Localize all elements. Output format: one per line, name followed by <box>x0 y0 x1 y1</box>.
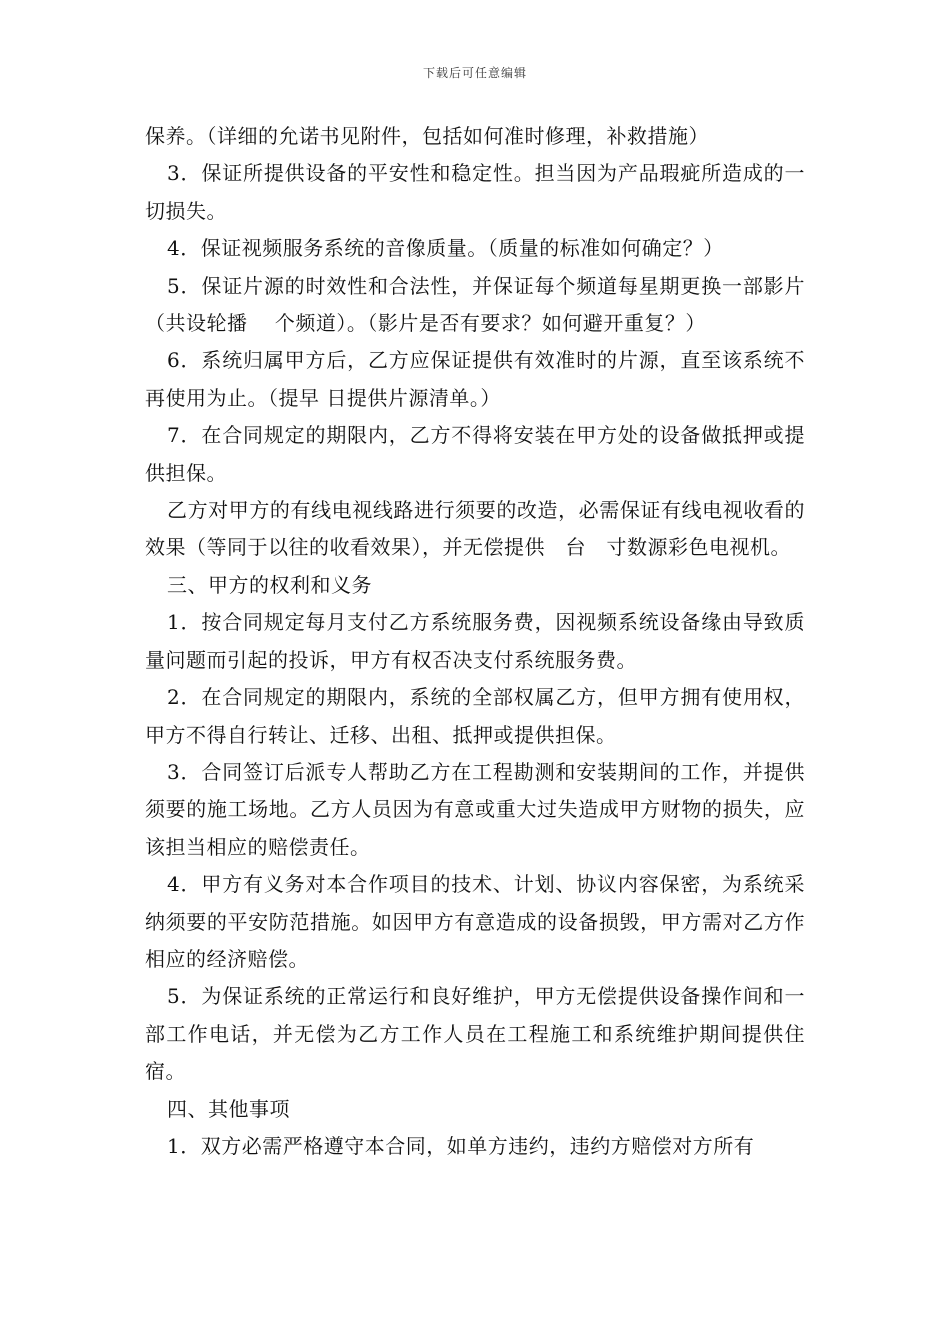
paragraph: 2．在合同规定的期限内，系统的全部权属乙方，但甲方拥有使用权，甲方不得自行转让、迁移、出租、抵押或提供担保。 <box>145 685 805 747</box>
paragraph: 1．双方必需严格遵守本合同，如单方违约，违约方赔偿对方所有 <box>167 1133 755 1158</box>
page-header: 下载后可任意编辑 <box>422 66 527 80</box>
paragraph: 保养。（详细的允诺书见附件，包括如何准时修理，补救措施） <box>145 124 709 148</box>
paragraph: 4．甲方有义务对本合作项目的技术、计划、协议内容保密，为系统采纳须要的平安防范措施。如因甲方有意造成的设备损毁，甲方需对乙方作相应的经济赔偿。 <box>145 872 805 971</box>
paragraph: 4．保证视频服务系统的音像质量。（质量的标准如何确定？） <box>167 236 724 261</box>
paragraph: 乙方对甲方的有线电视线路进行须要的改造，必需保证有线电视收看的效果（等同于以往的收看效果），并无偿提供 台 寸数源彩色电视机。 <box>145 498 805 560</box>
paragraph: 3．保证所提供设备的平安性和稳定性。担当因为产品瑕疵所造成的一切损失。 <box>145 161 805 223</box>
paragraph: 1．按合同规定每月支付乙方系统服务费，因视频系统设备缘由导致质量问题而引起的投诉，甲方有权否决支付系统服务费。 <box>145 610 805 672</box>
section-heading: 三、甲方的权利和义务 <box>167 572 372 597</box>
paragraph: 3．合同签订后派专人帮助乙方在工程勘测和安装期间的工作，并提供须要的施工场地。乙方人员因为有意或重大过失造成甲方财物的损失，应该担当相应的赔偿责任。 <box>145 759 805 859</box>
paragraph: 5．为保证系统的正常运行和良好维护，甲方无偿提供设备操作间和一部工作电话，并无偿为乙方工作人员在工程施工和系统维护期间提供住宿。 <box>145 984 805 1084</box>
paragraph: 6．系统归属甲方后，乙方应保证提供有效准时的片源，直至该系统不再使用为止。（提早 日提供片源清单。） <box>145 348 805 410</box>
paragraph: 5．保证片源的时效性和合法性，并保证每个频道每星期更换一部影片（共设轮播 个频道）。（影片是否有要求？如何避开重复？） <box>145 273 805 336</box>
section-heading: 四、其他事项 <box>167 1096 290 1121</box>
paragraph: 7．在合同规定的期限内，乙方不得将安装在甲方处的设备做抵押或提供担保。 <box>145 423 805 485</box>
document-body <box>145 118 805 1165</box>
